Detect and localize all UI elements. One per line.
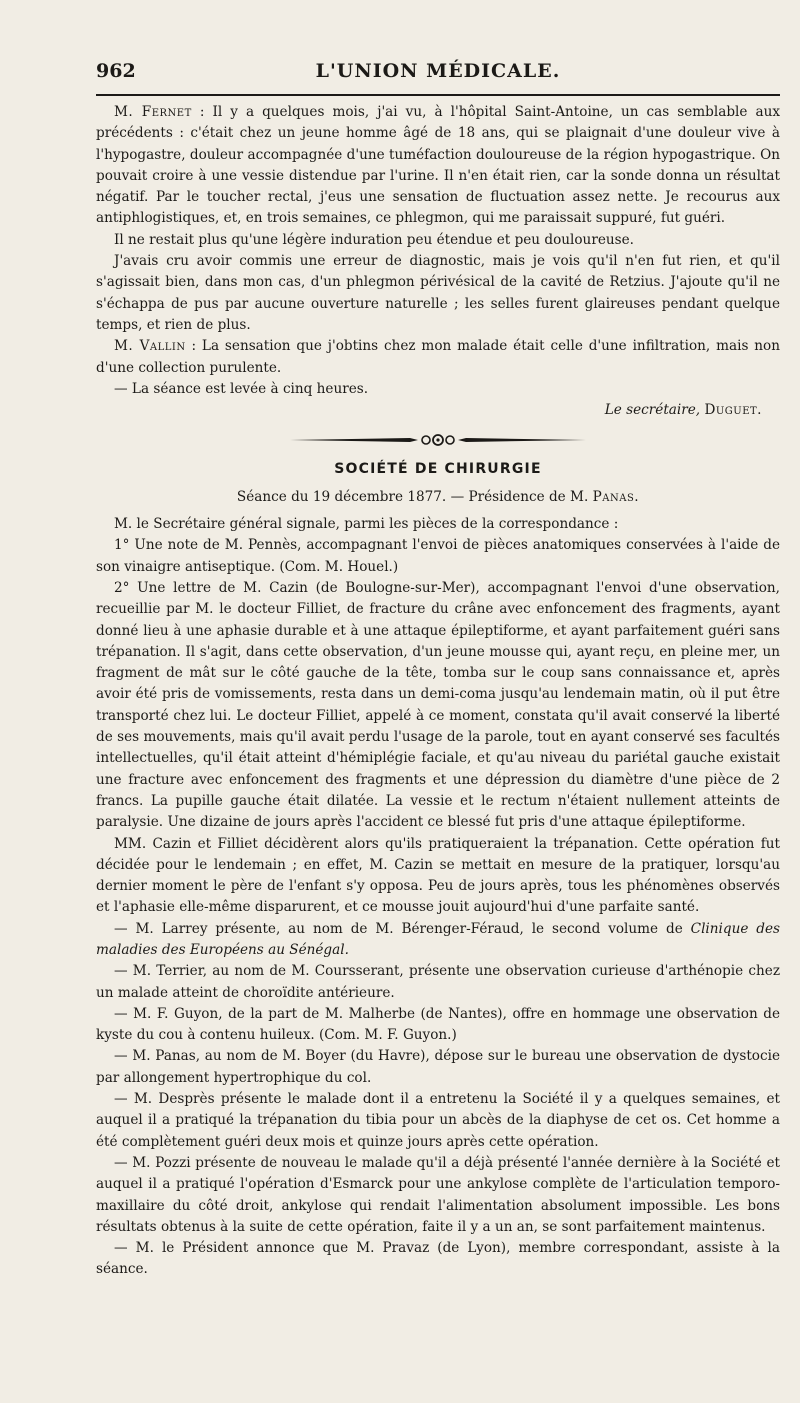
paragraph: — M. Pozzi présente de nouveau le malade qu'il a déjà présenté l'année dernière à la Société et auquel il a pratiqué l'opération d'Esmarck pour une ankylose complète de l'articulation temporo-maxillaire du côté droit, ankylose qui rendait l'alimentation absolument impossible. Les bons résultats obtenus à la suite de cette opération, faite il y a un an, se sont parfaitement maintenus. <box>96 1154 780 1235</box>
ornamental-divider <box>96 427 780 453</box>
speaker-name: M. Vallin <box>114 338 186 355</box>
book-title: Clinique des maladies des Européens au Sénégal. <box>96 920 781 958</box>
journal-title: L'UNION MÉDICALE. <box>315 60 561 82</box>
paragraph: 1° Une note de M. Pennès, accompagnant l'envoi de pièces anatomiques conservées à l'aide de son vinaigre antiseptique. (Com. M. Houel.) <box>96 537 780 575</box>
paragraph: MM. Cazin et Filliet décidèrent alors qu'ils pratiqueraient la trépanation. Cette opération fut décidée pour le lendemain ; en effet, M. Cazin se mettait en mesure de la pratiquer, lorsqu'au dernier moment le père de l'enfant s'y opposa. Peu de jours après, tous les phénomènes observés et l'aphasie elle-même disparurent, et ce mousse jouit aujourd'hui d'une parfaite santé. <box>96 835 780 916</box>
paragraph: — M. Terrier, au nom de M. Coursserant, présente une observation curieuse d'arthénopie chez un malade atteint de choroïdite antérieure. <box>96 963 780 1001</box>
divider-flourish <box>288 432 588 448</box>
session-date: Séance du 19 décembre 1877. — Présidence de M. <box>236 488 593 505</box>
paragraph: — M. Desprès présente le malade dont il a entretenu la Société il y a quelques semaines, et auquel il a pratiqué la trépanation du tibia pour un abcès de la diaphyse de cet os. Cet homme a été complètement guéri deux mois et quinze jours après cette opération. <box>96 1091 780 1150</box>
paragraph: — M. F. Guyon, de la part de M. Malherbe (de Nantes), offre en hommage une observation de kyste du cou à contenu huileux. (Com. M. F. Guyon.) <box>96 1005 780 1044</box>
paragraph-text: — M. Larrey présente, au nom de M. Bérenger-Féraud, le second volume de <box>114 920 691 937</box>
section-title: SOCIÉTÉ DE CHIRURGIE <box>334 461 542 478</box>
page-number: 962 <box>96 60 136 82</box>
president-name: Panas. <box>592 488 640 505</box>
header-rule <box>96 94 780 96</box>
paragraph: — La séance est levée à cinq heures. <box>114 380 369 397</box>
paragraph: J'avais cru avoir commis une erreur de diagnostic, mais je vois qu'il n'en fut rien, et qu'il s'agissait bien, dans mon cas, d'un phlegmon périvésical de la cavité de Retzius. J'ajoute qu'il ne s'échappa de pus par aucune ouverture naturelle ; les selles furent glaireuses pendant quelque temps, et rien de plus. <box>96 253 780 333</box>
session-line <box>96 487 780 508</box>
paragraph: — M. Panas, au nom de M. Boyer (du Havre), dépose sur le bureau une observation de dystocie par allongement hypertrophique du col. <box>96 1048 780 1086</box>
paragraph-fernet <box>96 102 780 230</box>
paragraph-text: : La sensation que j'obtins chez mon malade était celle d'une infiltration, mais non d'une collection purulente. <box>96 338 780 376</box>
paragraph: M. le Secrétaire général signale, parmi les pièces de la correspondance : <box>114 516 619 533</box>
article-body <box>96 102 780 1281</box>
paragraph-larrey <box>96 919 780 962</box>
signature-role: Le secrétaire, <box>604 402 701 419</box>
signature-name: Duguet. <box>704 402 762 419</box>
paragraph-vallin <box>96 336 780 379</box>
speaker-name: M. Fernet <box>114 104 192 120</box>
running-header <box>96 56 780 86</box>
paragraph: Il ne restait plus qu'une légère induration peu étendue et peu douloureuse. <box>114 231 634 248</box>
paragraph: — M. le Président annonce que M. Pravaz (de Lyon), membre correspondant, assiste à la séance. <box>96 1240 780 1278</box>
paragraph: 2° Une lettre de M. Cazin (de Boulogne-sur-Mer), accompagnant l'envoi d'une observation, recueillie par M. le docteur Filliet, de fracture du crâne avec enfoncement des fragments, ayant donné lieu à une aphasie durable et à une attaque épileptiforme, et ayant parfaitement guéri sans trépanation. Il s'agit, dans cette observation, d'un jeune mousse qui, ayant reçu, en pleine mer, un fragment de mât sur le côté gauche de la tête, tomba sur le coup sans connaissance et, après avoir été pris de vomissements, resta dans un demi-coma jusqu'au lendemain matin, où il put être transporté chez lui. Le docteur Filliet, appelé à ce moment, constata qu'il avait conservé la liberté de ses mouvements, mais qu'il avait perdu l'usage de la parole, tout en ayant conservé ses facultés intellectuelles, qu'il était atteint d'hémiplégie faciale, et qu'au niveau du pariétal gauche existait une fracture avec enfoncement des fragments et une dépression du diamètre d'une pièce de 2 francs. La pupille gauche était dilatée. La vessie et le rectum n'étaient nullement atteints de paralysie. Une dizaine de jours après l'accident ce blessé fut pris d'une attaque épileptiforme. <box>96 579 780 831</box>
signature <box>96 400 780 421</box>
paragraph-text: : Il y a quelques mois, j'ai vu, à l'hôpital Saint-Antoine, un cas semblable aux précédents : c'était chez un jeune homme âgé de 18 ans, qui se plaignait d'une douleur vive à l'hypogastre, douleur accompagnée d'une tuméfaction douloureuse de la région hypogastrique. On pouvait croire à une vessie distendue par l'urine. Il n'en était rien, car la sonde donna un résultat négatif. Par le toucher rectal, j'eus une sensation de fluctuation assez nette. Je recourus aux antiphlogistiques, et, en trois semaines, ce phlegmon, qui me paraissait suppuré, fut guéri. <box>96 104 780 227</box>
